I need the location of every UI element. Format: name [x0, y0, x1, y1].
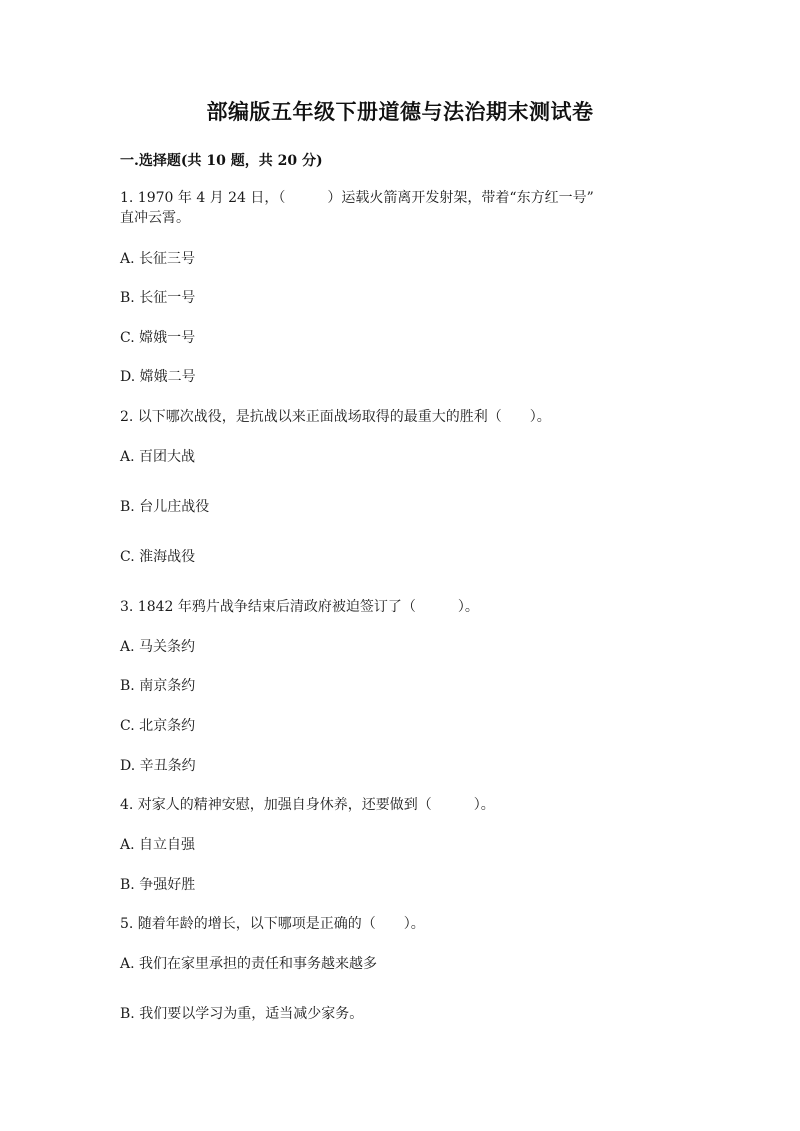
question-4-stem: 4. 对家人的精神安慰，加强自身休养，还要做到（ ）。 [120, 797, 495, 813]
question-1-option-b: B. 长征一号 [120, 290, 196, 306]
section-heading: 一.选择题(共 10 题，共 20 分) [120, 153, 323, 169]
question-5-option-a: A. 我们在家里承担的责任和事务越来越多 [120, 956, 378, 972]
question-5-option-b: B. 我们要以学习为重，适当减少家务。 [120, 1006, 364, 1022]
question-3-option-d: D. 辛丑条约 [120, 758, 196, 774]
question-1-option-a: A. 长征三号 [120, 251, 196, 267]
question-1-stem-line-2: 直冲云霄。 [120, 210, 190, 226]
question-5-stem: 5. 随着年龄的增长，以下哪项是正确的（ ）。 [120, 916, 425, 932]
question-3-stem: 3. 1842 年鸦片战争结束后清政府被迫签订了（ ）。 [120, 599, 479, 615]
question-1-stem-line-1: 1. 1970 年 4 月 24 日，（ ）运载火箭离开发射架，带着“东方红一号” [120, 190, 594, 206]
question-3-option-c: C. 北京条约 [120, 718, 196, 734]
question-1-option-c: C. 嫦娥一号 [120, 330, 196, 346]
question-4-option-a: A. 自立自强 [120, 837, 196, 853]
question-3-option-b: B. 南京条约 [120, 678, 196, 694]
question-4-option-b: B. 争强好胜 [120, 877, 196, 893]
question-2-stem: 2. 以下哪次战役，是抗战以来正面战场取得的最重大的胜利（ ）。 [120, 409, 551, 425]
question-2-option-a: A. 百团大战 [120, 449, 196, 465]
page-title: 部编版五年级下册道德与法治期末测试卷 [206, 99, 594, 124]
question-2-option-c: C. 淮海战役 [120, 549, 196, 565]
question-1-option-d: D. 嫦娥二号 [120, 369, 196, 385]
question-3-option-a: A. 马关条约 [120, 639, 196, 655]
question-2-option-b: B. 台儿庄战役 [120, 499, 210, 515]
